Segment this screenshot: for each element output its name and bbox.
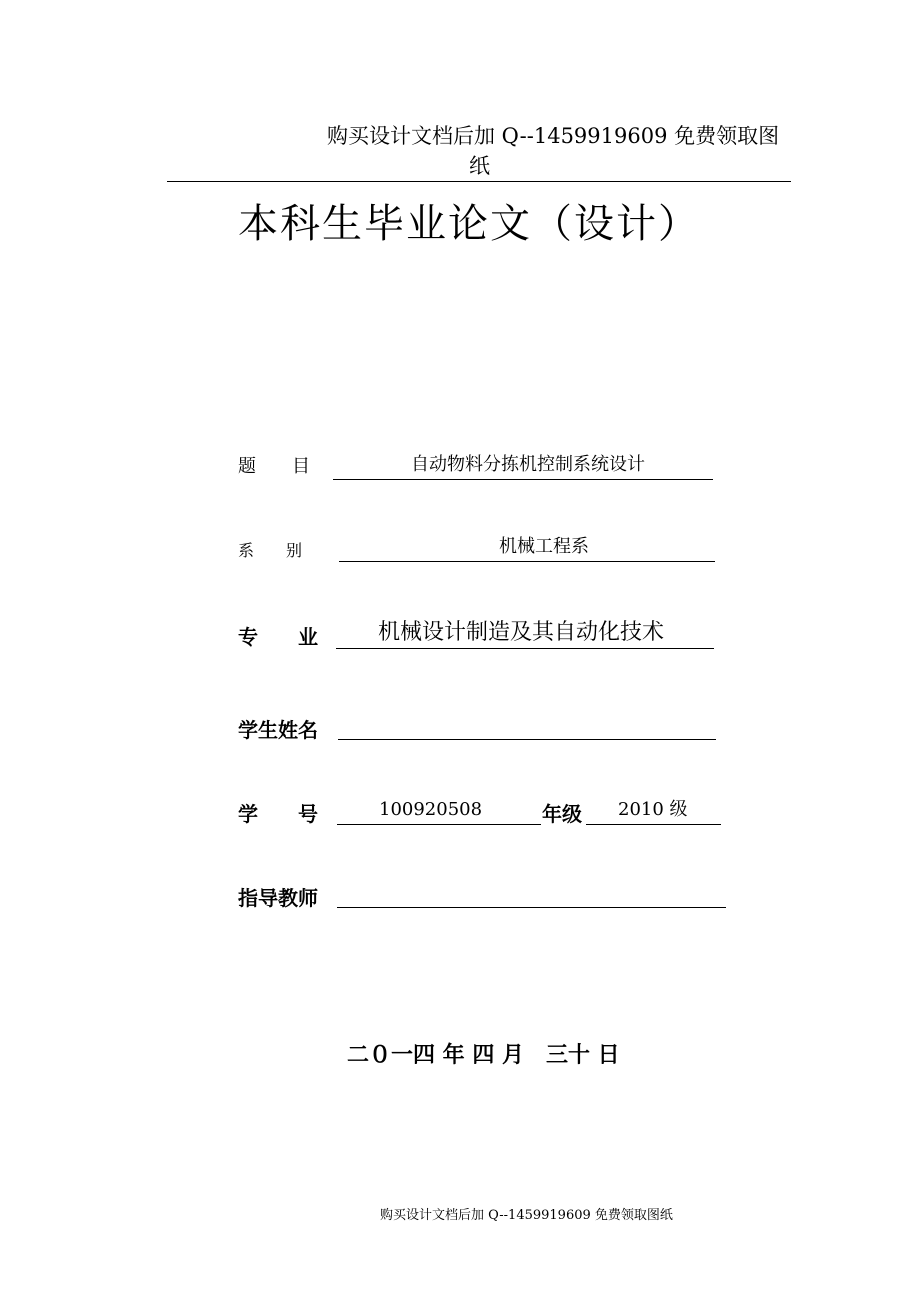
footer-notice: 购买设计文档后加 Q--1459919609 免费领取图纸	[380, 1208, 673, 1223]
header-notice-line1: 购买设计文档后加 Q--1459919609 免费领取图	[327, 124, 780, 148]
student-id-label: 学 号	[238, 802, 318, 826]
topic-field	[333, 452, 713, 480]
grade-value: 2010 级	[618, 799, 688, 820]
topic-label: 题 目	[238, 456, 310, 477]
grade-label: 年级	[542, 802, 582, 826]
page-title: 本科生毕业论文（设计）	[238, 201, 700, 247]
student-name-field	[338, 712, 716, 740]
header-notice	[327, 121, 797, 181]
advisor-label: 指导教师	[238, 886, 318, 910]
major-field	[336, 621, 714, 649]
department-label: 系 别	[238, 541, 303, 560]
major-label: 专 业	[238, 625, 318, 649]
grade-field	[586, 797, 721, 825]
department-value: 机械工程系	[499, 536, 589, 557]
major-value: 机械设计制造及其自动化技术	[378, 620, 665, 645]
header-notice-line2: 纸	[469, 154, 490, 178]
department-field	[339, 534, 715, 562]
topic-value: 自动物料分拣机控制系统设计	[411, 454, 645, 475]
student-id-field	[337, 797, 541, 825]
student-id-value: 100920508	[379, 799, 483, 820]
header-rule	[167, 181, 791, 182]
date-line: 二０一四 年 四 月 三十 日	[347, 1043, 620, 1068]
advisor-field	[337, 880, 726, 908]
student-name-label: 学生姓名	[238, 718, 318, 742]
